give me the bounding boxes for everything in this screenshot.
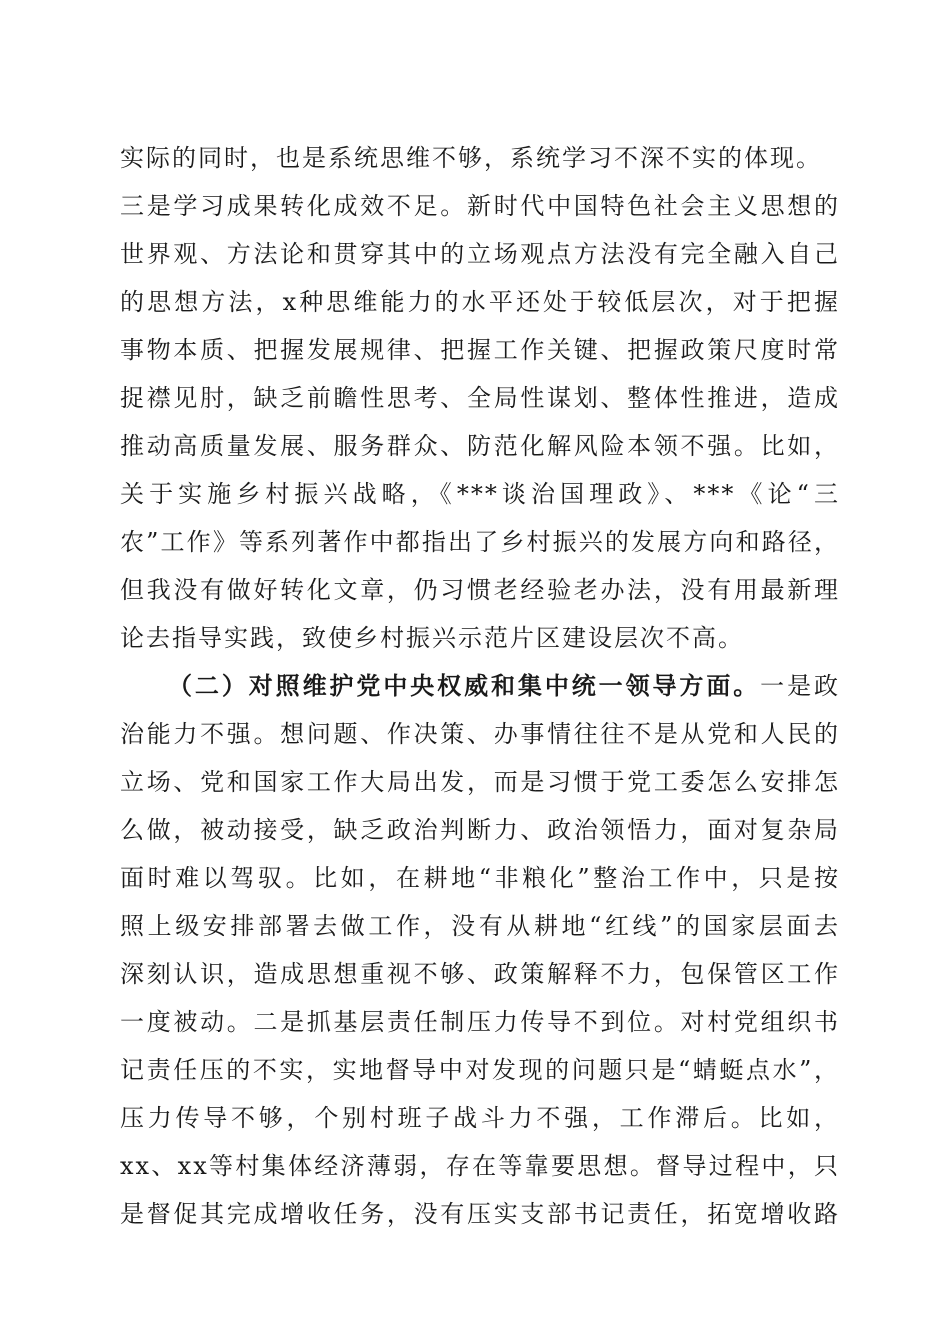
paragraph-text: 么做，被动接受，缺乏政治判断力、政治领悟力，面对复杂局: [120, 816, 840, 844]
paragraph-text: 照上级安排部署去做工作，没有从耕地“红线”的国家层面去: [120, 912, 840, 940]
paragraph-text: 捉襟见肘，缺乏前瞻性思考、全局性谋划、整体性推进，造成: [120, 384, 840, 412]
text-line: [120, 422, 840, 470]
paragraph-text: 三是学习成果转化成效不足。新时代中国特色社会主义思想的: [120, 192, 840, 220]
text-line: [120, 998, 840, 1046]
paragraph-text: 立场、党和国家工作大局出发，而是习惯于党工委怎么安排怎: [120, 768, 840, 796]
paragraph-text: 记责任压的不实，实地督导中对发现的问题只是“蜻蜓点水”，: [120, 1056, 840, 1084]
text-line: [120, 1094, 840, 1142]
paragraph-text: 压力传导不够，个别村班子战斗力不强，工作滞后。比如，: [120, 1104, 840, 1132]
text-line: [120, 1142, 840, 1190]
paragraph-text: 论去指导实践，致使乡村振兴示范片区建设层次不高。: [120, 624, 744, 652]
paragraph-text: 推动高质量发展、服务群众、防范化解风险本领不强。比如，: [120, 432, 840, 460]
text-line: [120, 470, 840, 518]
text-line: [120, 278, 840, 326]
paragraph-text: 是督促其完成增收任务，没有压实支部书记责任，拓宽增收路: [120, 1200, 840, 1228]
text-line: [120, 614, 840, 662]
text-line: [120, 662, 840, 710]
paragraph-text: 但我没有做好转化文章，仍习惯老经验老办法，没有用最新理: [120, 576, 840, 604]
paragraph-text: xx、xx等村集体经济薄弱，存在等靠要思想。督导过程中，只: [120, 1152, 840, 1180]
text-line: [120, 758, 840, 806]
text-line: [120, 134, 840, 182]
text-line: [120, 1046, 840, 1094]
paragraph-text: 深刻认识，造成思想重视不够、政策解释不力，包保管区工作: [120, 960, 840, 988]
text-line: [120, 566, 840, 614]
text-line: [120, 518, 840, 566]
paragraph-text: 面时难以驾驭。比如，在耕地“非粮化”整治工作中，只是按: [120, 864, 840, 892]
text-line: [120, 326, 840, 374]
text-line: [120, 902, 840, 950]
paragraph-text: 世界观、方法论和贯穿其中的立场观点方法没有完全融入自己: [120, 240, 840, 268]
text-line: [120, 182, 840, 230]
text-line: [120, 230, 840, 278]
paragraph-text: 事物本质、把握发展规律、把握工作关键、把握政策尺度时常: [120, 336, 840, 364]
paragraph-text: 一度被动。二是抓基层责任制压力传导不到位。对村党组织书: [120, 1008, 840, 1036]
bold-heading-text: （二）对照维护党中央权威和集中统一领导方面。: [168, 671, 761, 700]
body-text: [120, 134, 840, 1238]
paragraph-text: 的思想方法，x种思维能力的水平还处于较低层次，对于把握: [120, 288, 840, 316]
text-line: [120, 950, 840, 998]
text-line: [120, 710, 840, 758]
paragraph-text: 农”工作》等系列著作中都指出了乡村振兴的发展方向和路径，: [120, 528, 840, 556]
text-line: [120, 374, 840, 422]
paragraph-text: 一是政: [760, 672, 841, 700]
paragraph-text: 治能力不强。想问题、作决策、办事情往往不是从党和人民的: [120, 720, 840, 748]
text-line: [120, 806, 840, 854]
text-line: [120, 1190, 840, 1238]
paragraph-text: 关于实施乡村振兴战略，《***谈治国理政》、***《论“三: [120, 480, 840, 508]
paragraph-text: 实际的同时，也是系统思维不够，系统学习不深不实的体现。: [120, 144, 822, 172]
text-line: [120, 854, 840, 902]
